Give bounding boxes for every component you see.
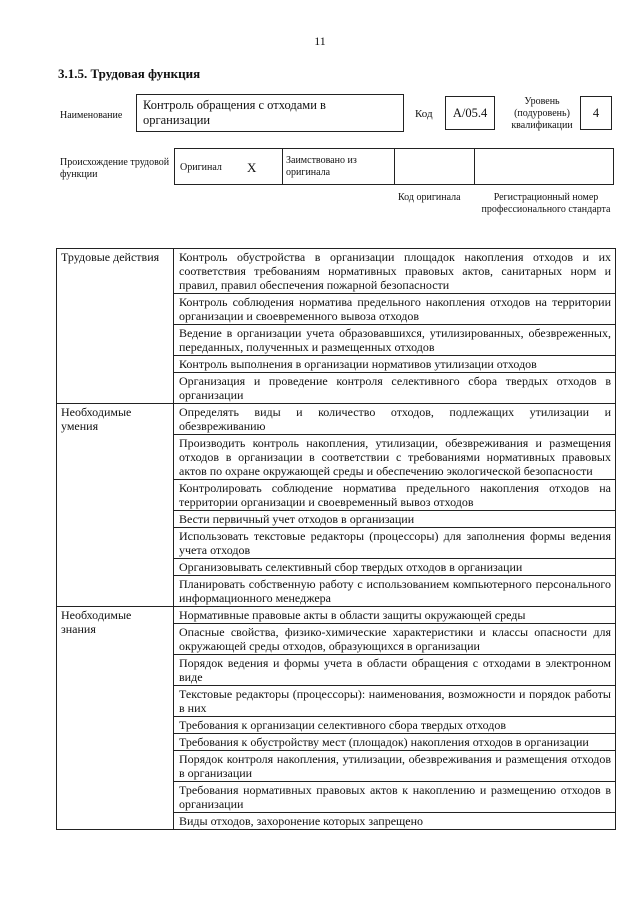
list-item: Требования к обустройству мест (площадок) накопления отходов в организации xyxy=(174,734,616,751)
list-item: Определять виды и количество отходов, подлежащих утилизации и обезвреживанию xyxy=(174,404,616,435)
list-item: Контроль выполнения в организации нормативов утилизации отходов xyxy=(174,356,616,373)
list-item: Виды отходов, захоронение которых запрещено xyxy=(174,813,616,830)
function-details-table xyxy=(56,248,616,830)
table-row xyxy=(57,607,616,624)
list-item: Контроль обустройства в организации площадок накопления отходов и их соответствия требованиям нормативных правовых актов, санитарных норм и правил, правил обеспечения пожарной безопасности xyxy=(174,249,616,294)
code-label: Код xyxy=(415,108,433,120)
list-item: Порядок ведения и формы учета в области обращения с отходами в электронном виде xyxy=(174,655,616,686)
level-box xyxy=(580,96,612,130)
section-title: Трудовые действия xyxy=(57,249,174,404)
code-box xyxy=(445,96,495,130)
list-item: Требования нормативных правовых актов к накоплению и размещению отходов в организации xyxy=(174,782,616,813)
name-label: Наименование xyxy=(60,110,123,121)
name-box xyxy=(136,94,404,132)
table-row xyxy=(57,249,616,294)
list-item: Ведение в организации учета образовавшихся, утилизированных, обезвреженных, переданных, полученных и размещенных отходов xyxy=(174,325,616,356)
list-item: Контроль соблюдения норматива предельного накопления отходов на территории организации и своевременного вывоза отходов xyxy=(174,294,616,325)
section-heading: 3.1.5. Трудовая функция xyxy=(58,66,201,81)
list-item: Организация и проведение контроля селективного сбора твердых отходов в организации xyxy=(174,373,616,404)
list-item: Вести первичный учет отходов в организации xyxy=(174,511,616,528)
list-item: Опасные свойства, физико-химические характеристики и классы опасности для окружающей среды отходов, образующихся в организации xyxy=(174,624,616,655)
original-mark: X xyxy=(247,160,257,175)
origin-label: Происхождение трудовой функции xyxy=(60,157,170,180)
list-item: Организовывать селективный сбор твердых отходов в организации xyxy=(174,559,616,576)
list-item: Нормативные правовые акты в области защиты окружающей среды xyxy=(174,607,616,624)
list-item: Требования к организации селективного сбора твердых отходов xyxy=(174,717,616,734)
page-number: 11 xyxy=(314,34,326,48)
code-original-caption: Код оригинала xyxy=(398,192,461,203)
level-label: Уровень (подуровень) квалификации xyxy=(511,96,573,131)
reg-number-caption: Регистрационный номер профессионального стандарта xyxy=(481,192,611,215)
section-title: Необходимые знания xyxy=(57,607,174,830)
name-value: Контроль обращения с отходами в организации xyxy=(143,98,326,127)
level-value: 4 xyxy=(592,106,600,120)
list-item: Порядок контроля накопления, утилизации, обезвреживания и размещения отходов в организации xyxy=(174,751,616,782)
code-value: А/05.4 xyxy=(452,106,488,120)
section-title: Необходимые умения xyxy=(57,404,174,607)
table-row xyxy=(57,404,616,435)
origin-table xyxy=(174,148,614,185)
original-label: Оригинал xyxy=(180,162,222,173)
list-item: Производить контроль накопления, утилизации, обезвреживания и размещения отходов в организации в соответствии с требованиями нормативных правовых актов по охране окружающей среды и обеспечению экологической безопасности xyxy=(174,435,616,480)
list-item: Использовать текстовые редакторы (процессоры) для заполнения формы ведения учета отходов xyxy=(174,528,616,559)
borrowed-label: Заимствовано из оригинала xyxy=(286,155,357,178)
list-item: Контролировать соблюдение норматива предельного накопления отходов на территории организации и своевременный вывоз отходов xyxy=(174,480,616,511)
list-item: Планировать собственную работу с использованием компьютерного персонального информационного менеджера xyxy=(174,576,616,607)
list-item: Текстовые редакторы (процессоры): наименования, возможности и порядок работы в них xyxy=(174,686,616,717)
